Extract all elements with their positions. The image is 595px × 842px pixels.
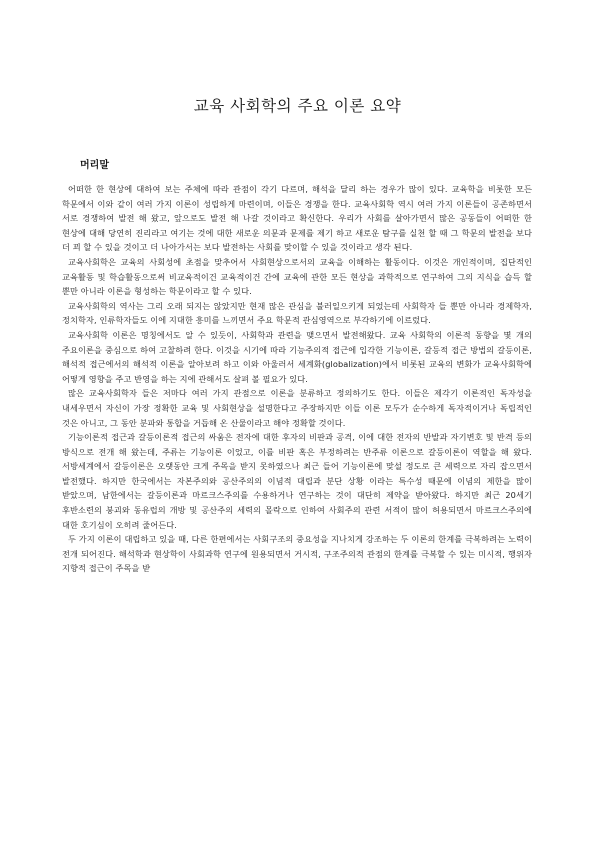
page-title: 교육 사회학의 주요 이론 요약	[193, 97, 402, 115]
paragraph-6: 기능이론적 접근과 갈등이론적 접근의 싸움은 전자에 대한 후자의 비판과 공격, 이에 대한 전자의 반발과 자기변호 및 반격 등의 방식으로 전개 해 왔는데, 주류는 기능이론 이었고, 이를 비판 혹은 부정하려는 반주류 이론으로 갈등이론이 역할을 해 왔다. 서방세계에서 갈등이론은 오랫동안 크게 주목을 받지 못하였으나 최근 들어 기능이론에 맞설 정도로 큰 세력으로 자리 잡으면서 발전했다. 하지만 한국에서는 자본주의와 공산주의의 이념적 대립과 분단 상황 이라는 특수성 때문에 이념의 제한을 많이 받았으며, 남한에서는 갈등이론과 마르크스주의를 수용하거나 연구하는 것이 대단히 제약을 받아왔다. 하지만 최근 20세기 후반소련의 붕괴와 동유럽의 개방 및 공산주의 세력의 몰락으로 인하여 사회주의 관련 서적이 많이 허용되면서 마르크스주의에 대한 호기심이 오히려 줄어든다.	[62, 432, 532, 530]
paragraph-4: 교육사회학 이론은 명칭에서도 알 수 있듯이, 사회학과 관련을 맺으면서 발전해왔다. 교육 사회학의 이론적 동향을 몇 개의 주요이론을 중심으로 하여 고찰하려 한다. 이것을 시기에 따라 기능주의적 접근에 입각한 기능이론, 갈등적 접근 방법의 갈등이론, 해석적 접근에서의 해석적 이론을 알아보려 하고 이와 아울러서 세계화(globalization)에서 비롯된 교육의 변화가 교육사회학에 어떻게 영향을 주고 반영을 하는 지에 관해서도 살펴 볼 필요가 있다.	[62, 329, 532, 384]
paragraph-1: 어떠한 한 현상에 대하여 보는 주체에 따라 관점이 각기 다르며, 해석을 달리 하는 경우가 많이 있다. 교육학을 비롯한 모든 학문에서 이와 같이 여러 가지 이론이 성립하게 마련이며, 이들은 경쟁을 한다. 교육사회학 역시 여러 가지 이론들이 공존하면서 서로 경쟁하여 발전 해 왔고, 앞으로도 발전 해 나갈 것이라고 확신한다. 우리가 사회를 살아가면서 많은 공동들이 어떠한 한 현상에 대해 당연히 진리라고 여기는 것에 대한 새로운 의문과 문제를 제기 하고 새로운 탐구를 실천 할 때 그 학문의 발전을 보다 더 꾀 할 수 있을 것이고 더 나아가서는 보다 발전하는 사회를 맞이할 수 있을 것이라고 생각 된다.	[62, 184, 532, 253]
body-text	[62, 182, 532, 576]
paragraph-3: 교육사회학의 역사는 그리 오래 되지는 않았지만 현재 많은 관심을 불러일으키게 되었는데 사회학자 들 뿐만 아니라 경제학자, 정치학자, 인류학자들도 이에 지대한 흥미를 느끼면서 주요 학문적 관심영역으로 부각하기에 이르렀다.	[62, 300, 532, 326]
section-heading: 머리말	[80, 160, 109, 171]
paragraph-5: 많은 교육사회학자 들은 저마다 여러 가지 관점으로 이론을 분류하고 정의하기도 한다. 이들은 제각기 이론적인 독자성을 내세우면서 자신이 가장 정확한 교육 및 사회현상을 설명한다고 주장하지만 이들 이론 모두가 순수하게 독자적이거나 독립적인 것은 아니고, 그 동안 분파와 통합을 거듭해 온 산물이라고 해야 정확할 것이다.	[62, 388, 532, 428]
paragraph-7: 두 가지 이론이 대립하고 있을 때, 다른 한편에서는 사회구조의 중요성을 지나치게 강조하는 두 이론의 한계를 극복하려는 노력이 전개 되어진다. 해석학과 현상학이 사회과학 연구에 원용되면서 거시적, 구조주의적 관점의 한계를 극복할 수 있는 미시적, 행위자 지향적 접근이 주목을 받	[62, 534, 532, 574]
paragraph-2: 교육사회학은 교육의 사회성에 초점을 맞추어서 사회현상으로서의 교육을 이해하는 활동이다. 이것은 개인적이며, 집단적인 교육활동 및 학습활동으로써 비교육적이건 교육적이건 간에 교육에 관한 모든 현상을 과학적으로 연구하여 그의 지식을 습득 할 뿐만 아니라 이론을 형성하는 학문이라고 할 수 있다.	[62, 256, 532, 297]
